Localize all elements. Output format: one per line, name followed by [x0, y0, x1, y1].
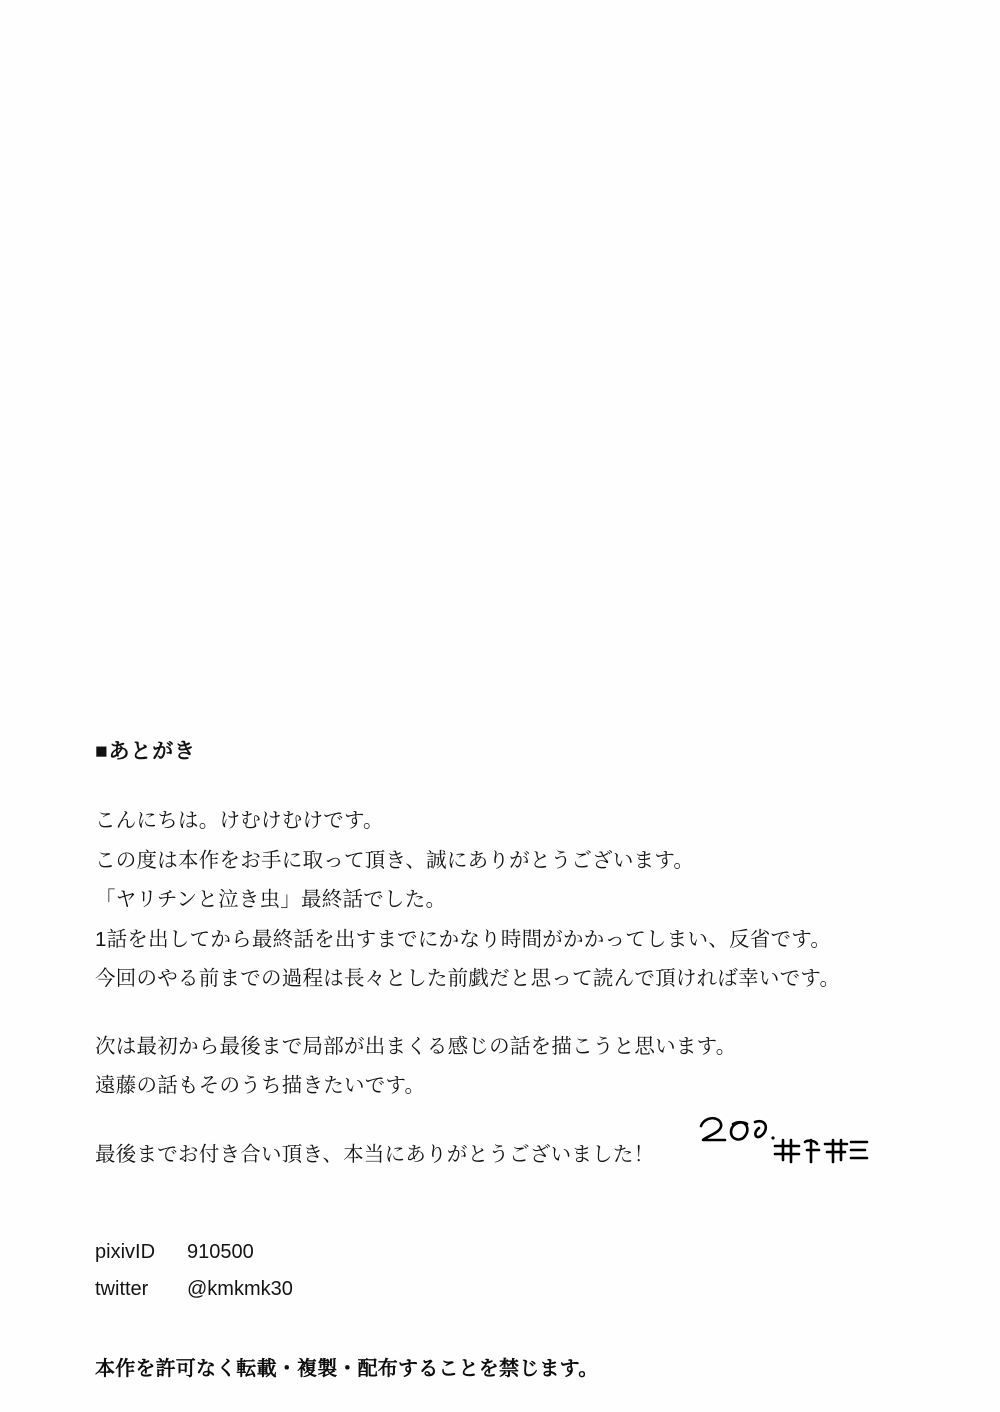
afterword-line: この度は本作をお手に取って頂き、誠にありがとうございます。: [95, 848, 695, 872]
afterword-line: 遠藤の話もそのうち描きたいです。: [95, 1074, 426, 1098]
afterword-line: 1話を出してから最終話を出すまでにかなり時間がかかってしまい、反省です。: [95, 927, 832, 951]
afterword-line: 今回のやる前までの過程は長々とした前戯だと思って読んで頂ければ幸いです。: [95, 967, 841, 991]
contact-row-twitter: [95, 1271, 915, 1308]
afterword-paragraph-1: [95, 801, 915, 999]
afterword-line: 次は最初から最後まで局部が出まくる感じの話を描こうと思います。: [95, 1034, 737, 1058]
contact-row-pixiv: [95, 1234, 915, 1271]
afterword-heading: ■あとがき: [95, 740, 196, 763]
closing-row: [95, 1136, 915, 1188]
contact-block: [95, 1234, 915, 1308]
contact-label: twitter: [95, 1277, 149, 1300]
copyright-notice: 本作を許可なく転載・複製・配布することを禁じます。: [95, 1357, 599, 1380]
handwritten-signature-icon: [695, 1110, 875, 1170]
closing-text: 最後までお付き合い頂き、本当にありがとうございました！: [95, 1142, 655, 1166]
contact-value: 910500: [187, 1240, 254, 1263]
afterword-line: こんにちは。けむけむけです。: [95, 809, 384, 832]
contact-label: pixivID: [95, 1240, 156, 1263]
afterword-line: 「ヤリチンと泣き虫」最終話でした。: [95, 888, 447, 912]
afterword-section: [95, 735, 915, 1381]
contact-value: @kmkmk30: [187, 1277, 293, 1300]
afterword-paragraph-2: [95, 1027, 915, 1106]
